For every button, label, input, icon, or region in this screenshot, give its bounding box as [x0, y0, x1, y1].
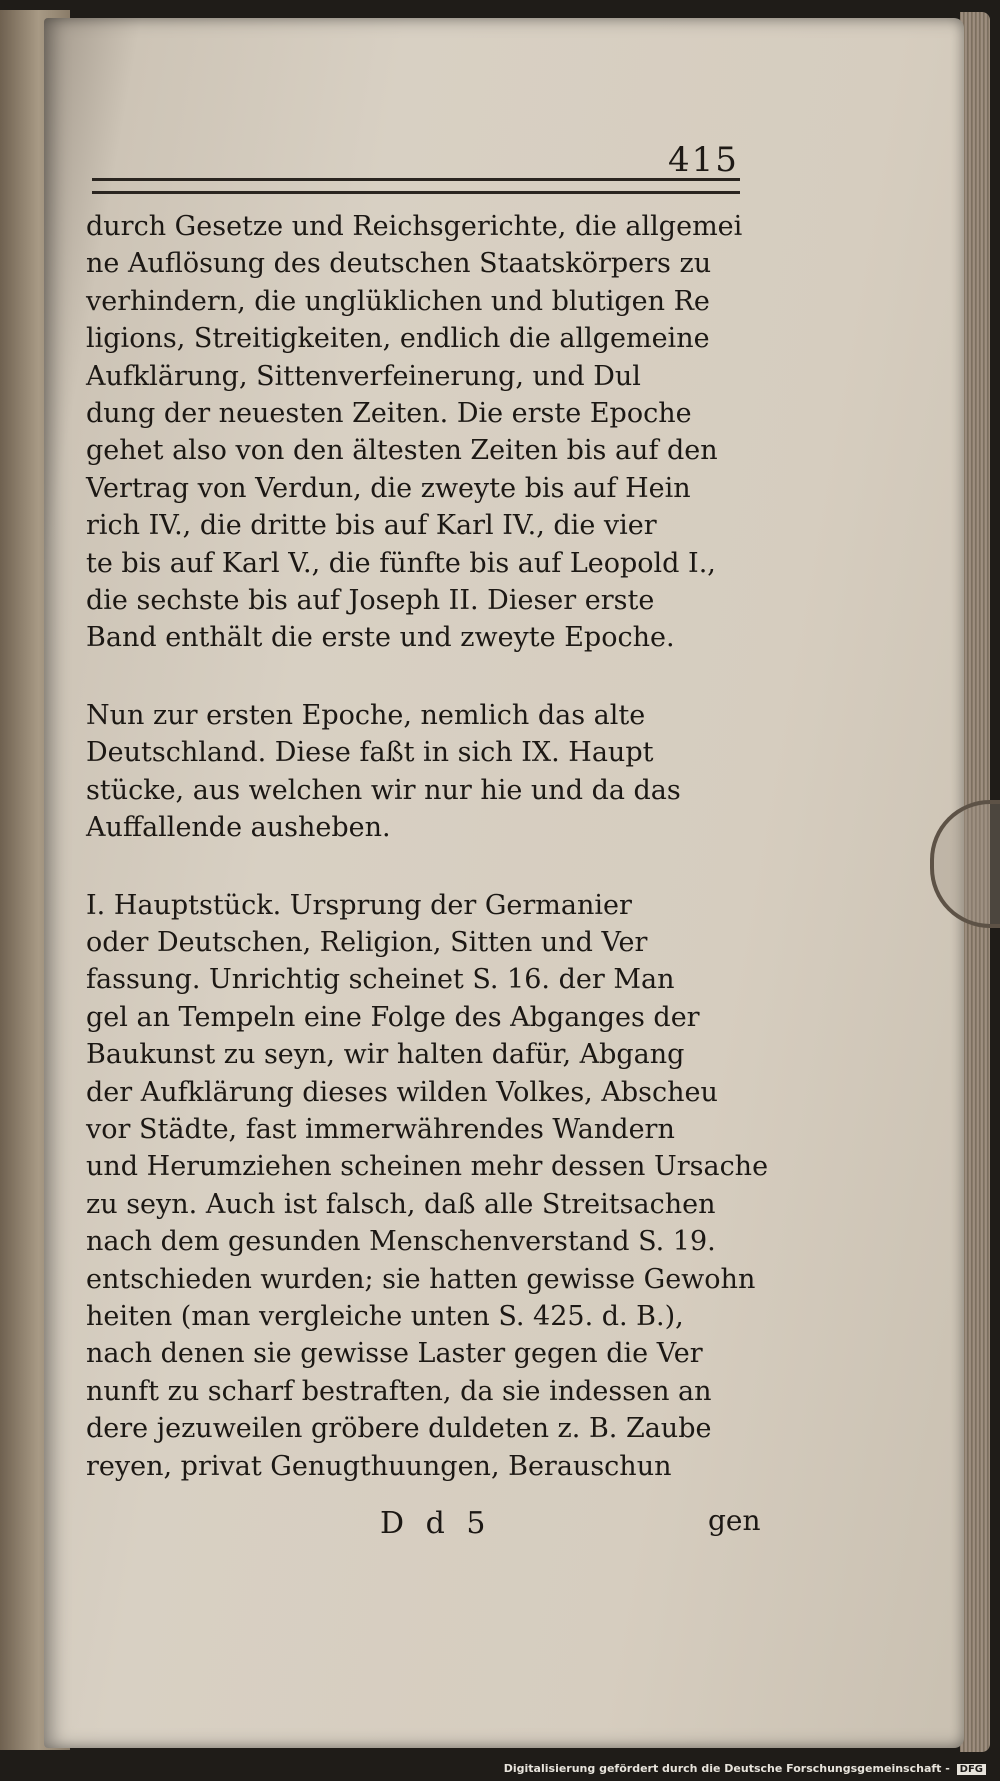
text-line: rich IV., die dritte bis auf Karl IV., die vier — [86, 510, 657, 542]
header-rule — [92, 178, 740, 194]
signature-mark: D d 5 — [380, 1506, 492, 1541]
dfg-logo: DFG — [957, 1764, 986, 1775]
text-line: dere jezuweilen gröbere duldeten z. B. Zaube — [86, 1413, 712, 1445]
text-line: Band enthält die erste und zweyte Epoche. — [86, 622, 675, 654]
text-line: stücke, aus welchen wir nur hie und da das — [86, 774, 681, 806]
text-line: heiten (man vergleiche unten S. 425. d. B.), — [86, 1300, 684, 1332]
page-number: 415 — [668, 140, 739, 180]
text-line: gehet also von den ältesten Zeiten bis auf den — [86, 435, 718, 467]
text-line: und Herumziehen scheinen mehr dessen Ursache — [86, 1151, 769, 1183]
text-line: Baukunst zu seyn, wir halten dafür, Abgang — [86, 1039, 685, 1071]
text-line: ligions, Streitigkeiten, endlich die allgemeine — [86, 323, 710, 355]
text-line: vor Städte, fast immerwährendes Wandern — [86, 1113, 675, 1145]
text-line: Auffallende ausheben. — [86, 812, 391, 844]
body-text — [86, 208, 769, 1485]
text-line: Deutschland. Diese faßt in sich IX. Haupt — [86, 737, 654, 769]
text-line: Nun zur ersten Epoche, nemlich das alte — [86, 699, 646, 731]
paragraph-spacer — [86, 657, 748, 697]
text-line: nach denen sie gewisse Laster gegen die Ver — [86, 1338, 703, 1370]
digitization-credit — [504, 1762, 986, 1775]
text-line: reyen, privat Genugthuungen, Berauschun — [86, 1450, 672, 1482]
text-line: dung der neuesten Zeiten. Die erste Epoche — [86, 398, 692, 430]
text-line: te bis auf Karl V., die fünfte bis auf Leopold I., — [86, 547, 716, 579]
credit-text: Digitalisierung gefördert durch die Deutsche Forschungsgemeinschaft - — [503, 1762, 950, 1775]
text-line: verhindern, die unglüklichen und blutigen Re — [86, 285, 710, 317]
text-line: gel an Tempeln eine Folge des Abganges der — [86, 1001, 700, 1033]
text-line: fassung. Unrichtig scheinet S. 16. der Man — [86, 964, 675, 996]
text-line: oder Deutschen, Religion, Sitten und Ver — [86, 926, 648, 958]
text-line: Vertrag von Verdun, die zweyte bis auf Hein — [86, 472, 691, 504]
text-line: der Aufklärung dieses wilden Volkes, Abscheu — [86, 1076, 718, 1108]
text-line: die sechste bis auf Joseph II. Dieser erste — [86, 585, 655, 617]
text-line: zu seyn. Auch ist falsch, daß alle Streitsachen — [86, 1188, 716, 1220]
text-line: nach dem gesunden Menschenverstand S. 19. — [86, 1226, 716, 1258]
paragraph-2 — [86, 697, 748, 847]
text-line: entschieden wurden; sie hatten gewisse Gewohn — [86, 1263, 756, 1295]
paragraph-3 — [86, 887, 769, 1486]
text-line: Aufklärung, Sittenverfeinerung, und Dul — [86, 360, 641, 392]
text-line: ne Auflösung des deutschen Staatskörpers zu — [86, 248, 712, 280]
paragraph-spacer — [86, 847, 748, 887]
text-line: durch Gesetze und Reichsgerichte, die allgemei — [86, 211, 743, 242]
paragraph-1 — [86, 208, 748, 657]
catchword: gen — [708, 1504, 761, 1537]
text-line: nunft zu scharf bestraften, da sie indessen an — [86, 1375, 712, 1407]
text-line: I. Hauptstück. Ursprung der Germanier — [86, 889, 632, 921]
